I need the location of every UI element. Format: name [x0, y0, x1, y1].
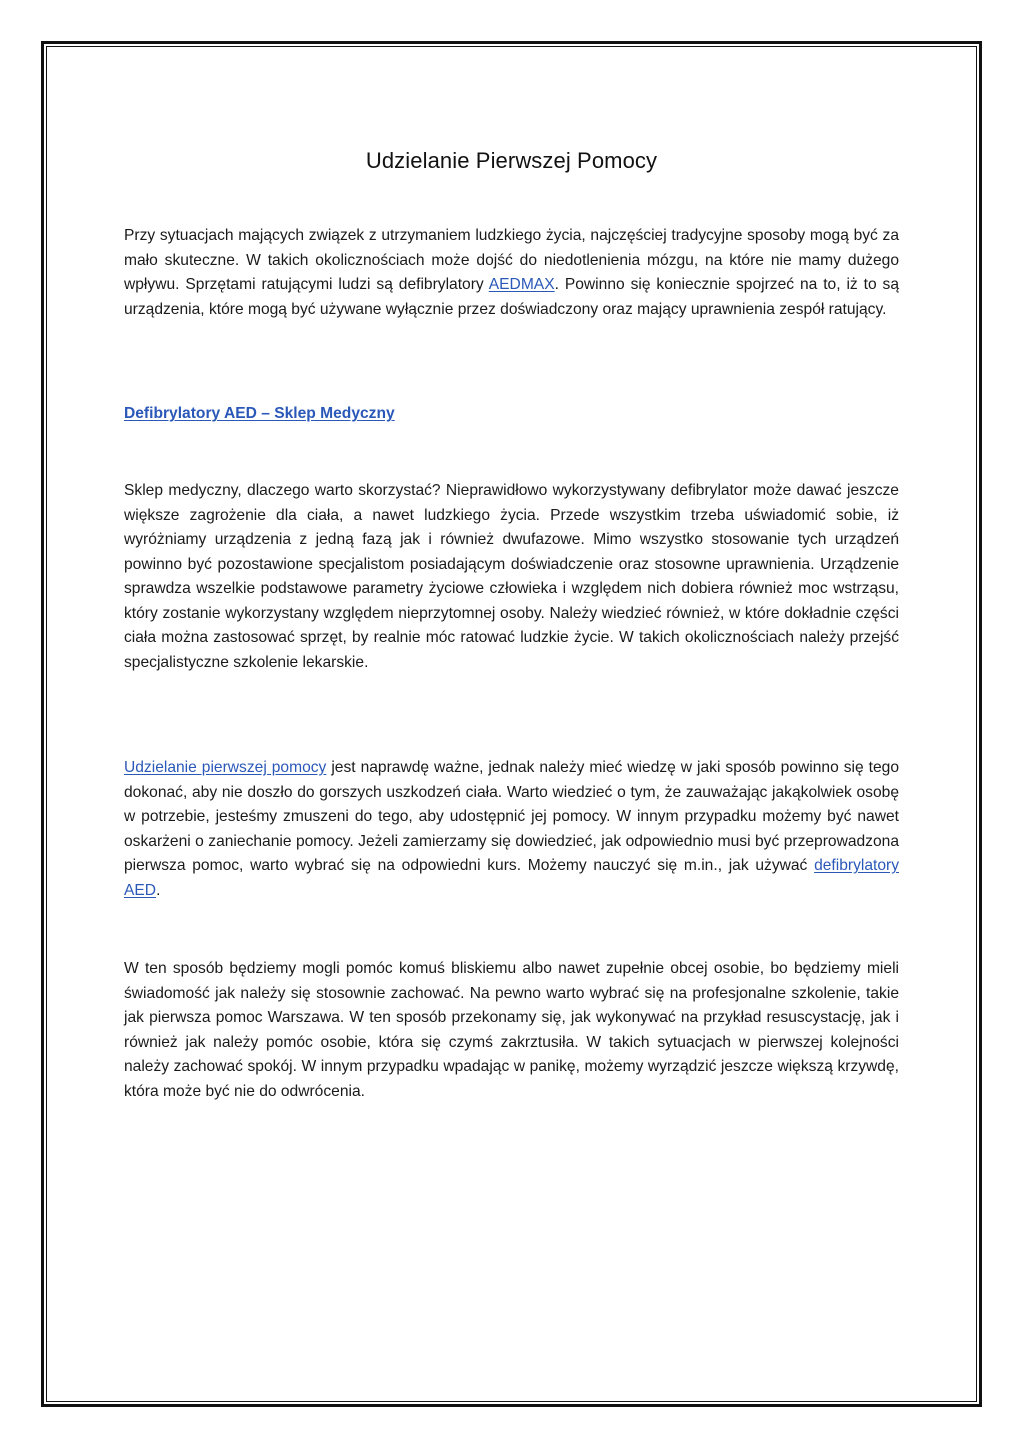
section-heading-block: [124, 402, 899, 426]
intro-text-start: Przy sytuacjach mających związek z utrzymaniem ludzkiego życia, najczęściej tradycyjne sposoby mogą być za mało skuteczne. W takich okolicznościach może dojść do niedotlenienia mózgu, na które nie mamy dużego wpływu. Sprzętami ratującymi ludzi są defibrylatory: [124, 227, 899, 293]
course-paragraph-block: [124, 957, 899, 1104]
first-aid-text-end: .: [156, 881, 161, 899]
course-paragraph: W ten sposób będziemy mogli pomóc komuś bliskiemu albo nawet zupełnie obcej osobie, bo będziemy mieli świadomość jak należy się stosownie zachować. Na pewno warto wybrać się na profesjonalne szkolenie, takie jak pierwsza pomoc Warszawa. W ten sposób przekonamy się, jak wykonywać na przykład resuscystację, jak i również jak należy pomóc osobie, która się czymś zakrztusiła. W takich sytuacjach w pierwszej kolejności należy zachować spokój. W innym przypadku wpadając w panikę, możemy wyrządzić jeszcze większą krzywdę, która może być nie do odwrócenia.: [124, 960, 899, 1100]
page-title: Udzielanie Pierwszej Pomocy: [365, 148, 658, 173]
first-aid-paragraph: [124, 756, 899, 903]
intro-paragraph-block: [124, 224, 899, 322]
udzielanie-pomocy-link[interactable]: Udzielanie pierwszej pomocy: [124, 759, 327, 776]
intro-paragraph: [124, 224, 899, 322]
intro-text-end: . Powinno się koniecznie spojrzeć na to, iż to są urządzenia, które mogą być używane wyłącznie przez doświadczony oraz mający uprawnienia zespół ratujący.: [124, 276, 899, 318]
defibrylatory-sklep-link[interactable]: Defibrylatory AED – Sklep Medyczny: [124, 405, 395, 422]
aedmax-link[interactable]: AEDMAX: [488, 276, 555, 293]
first-aid-paragraph-block: [124, 756, 899, 903]
defibrylatory-aed-link[interactable]: defibrylatory AED: [124, 857, 899, 899]
shop-paragraph: Sklep medyczny, dlaczego warto skorzystać? Nieprawidłowo wykorzystywany defibrylator może dawać jeszcze większe zagrożenie dla ciała, a nawet ludzkiego życia. Przede wszystkim trzeba uświadomić sobie, iż wyróżniamy urządzenia z jedną fazą jak i również dwufazowe. Mimo wszystko stosowanie tych urządzeń powinno być pozostawione specjalistom posiadającym doświadczenie oraz stosowne uprawnienia. Urządzenie sprawdza wszelkie podstawowe parametry życiowe człowieka i względem nich dobiera również moc wstrząsu, który zostanie wykorzystany względem nieprzytomnej osoby. Należy wiedzieć również, w które dokładnie części ciała można zastosować sprzęt, by realnie móc ratować ludzkie życie. W takich okolicznościach należy przejść specjalistyczne szkolenie lekarskie.: [124, 482, 899, 671]
first-aid-text: jest naprawdę ważne, jednak należy mieć wiedzę w jaki sposób powinno się tego dokonać, aby nie doszło do gorszych uszkodzeń ciała. Warto wiedzieć o tym, że zauważając jakąkolwiek osobę w potrzebie, jesteśmy zmuszeni do tego, aby udostępnić jej pomocy. W innym przypadku możemy być nawet oskarżeni o zaniechanie pomocy. Jeżeli zamierzamy się dowiedzieć, jak odpowiednio musi być przeprowadzona pierwsza pomoc, warto wybrać się na odpowiedni kurs. Możemy nauczyć się m.in., jak używać: [124, 759, 899, 874]
shop-paragraph-block: [124, 479, 899, 675]
